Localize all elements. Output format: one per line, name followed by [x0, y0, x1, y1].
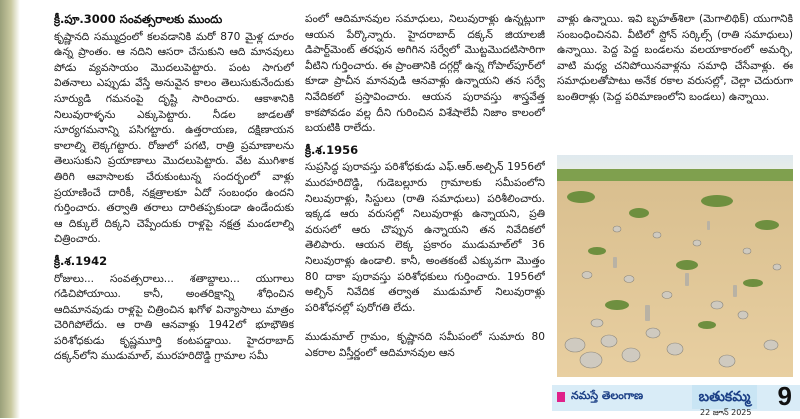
newspaper-brand: నమస్తే తెలంగాణ — [571, 389, 644, 402]
page-number: 9 — [777, 381, 792, 411]
article-paragraph: సుప్రసిద్ధ పురావస్తు పరిశోధకుడు ఎఫ్.ఆర్.అల్చిన్ 1956లో మురహరిదొడ్డి, గుడెబల్లూరు గ్రామాలకు సమీపంలోని నిలువురాళ్లు, సిస్టులు (రాతి సమాధులు) పరిశీలించారు. ఇక్కడ ఆరు వరుసల్లో నిలువురాళ్లు ఉన్నాయని, ప్రతి వరుసలో ఆరు చొప్పున ఉన్నాయని తన నివేదికలో తెలిపారు. ఆయన లెక్క ప్రకారం ముడుమాల్‌లో 36 నిలువురాళ్లు ఉండాలి. కానీ, అంతకంటే ఎక్కువగా మొత్తం 80 దాకా పురావస్తు పరిశోధకులు గుర్తించారు. 1956లో అల్చిన్ నివేదిక తర్వాత ముడుమాల్ నిలువురాళ్లు పరిశోధనల్లో పురోగతి లేదు. — [305, 161, 545, 314]
issue-date: 22 జూన్ 2025 — [700, 408, 752, 417]
section-heading: క్రీ.శ.1942 — [54, 253, 108, 268]
megalithic-site-illustration — [557, 155, 793, 377]
section-heading: క్రీ.శ.1956 — [305, 142, 359, 157]
article-column-3 — [557, 12, 793, 152]
page-footer — [540, 379, 800, 418]
previous-page-edge — [0, 0, 20, 418]
article-column-2 — [305, 12, 545, 408]
article-paragraph: ముడుమాల్ గ్రామం, కృష్ణానది సమీపంలో సుమారు 80 ఎకరాల విస్తీర్ణంలో ఆదిమానవుల ఆన — [305, 331, 545, 359]
article-paragraph: కృష్ణానది సమ్ముద్రంలో కలవడానికి మరో 870 మైళ్ల దూరం ఉన్న ప్రాంతం. ఆ నదిని ఆసరా చేసుకుని ఆది మానవులు పోడు వ్యవసాయం మొదలుపెట్టారు. పంట సాగులో వితనాలు ఎప్పుడు వేస్తే అనువైన కాలం తెలుసుకునేందుకు సూర్యుడి గమనంపై దృష్టి సారించారు. ఆకాశానికి నిలువురాళ్ళను ఎక్కుపెట్టారు. నీడల జాడలతో సూర్యగమనాన్ని పసిగట్టారు. ఉత్తరాయణ, దక్షిణాయన కాలాల్ని లెక్కగట్టారు. రోజులో పగటి, రాత్రి ప్రమాణాలను తెలుసుకుని ప్రయాణాలు మొదలుపెట్టారు. వేట ముగిశాక తిరిగి ఆవాసాలకు చేరుకుంటున్న సందర్భంలో వాళ్లు ప్రయాణించే దారికీ, నక్షత్రాలకూ ఏదో సంబంధం ఉందని గుర్తించారు. తర్వాతి తరాలు దారితప్పకుండా ఉండేందుకు ఆ దిక్కులే దిక్కని చెప్పేందుకు రాళ్లపై నక్షత్ర మండలాల్ని చిత్రించారు. — [54, 30, 294, 246]
article-paragraph: రోజులు... సంవత్సరాలు... శతాబ్దాలు... యుగాలు గడిచిపోయాయి. కానీ, అంతరిక్షాన్ని శోధించిన ఆదిమానవుడు రాళ్లపై చిత్రించిన ఖగోళ విన్యాసాలు మాత్రం చెరిగిపోలేదు. ఆ రాతి ఆనవాళ్లు 1942లో భూభౌతిక పరిశోధకుడు కృష్ణమూర్తి కంటపడ్డాయి. హైదరాబాద్ దక్కన్‌లోని ముడుమాల్, మురహరిదొడ్డి గ్రామాల సమీ — [54, 272, 294, 363]
section-name: బతుకమ్మ — [692, 385, 757, 409]
article-paragraph: పంలో ఆదిమానవుల సమాధులు, నిలువురాళ్లు ఉన్నట్లుగా ఆయన పేర్కొన్నారు. హైదరాబాద్ దక్కన్ జియాలజీ డిపార్ట్‌మెంట్ తరఫున అగిగిన సర్వేలో మొట్టమొదటిసారిగా వీటిని గుర్తించారు. ఈ ప్రాంతానికి దగ్గర్లో ఉన్న గోపాల్‌పూర్‌లో కూడా ప్రాచీన మానవుడి ఆనవాళ్లు ఉన్నాయని తన సర్వే నివేదికలో ప్రస్తావించారు. ఆయన పురావస్తు శాస్త్రవేత్త కాకపోవడం వల్ల దీని గురించిన విశేషాలేవీ నిజాం కాలంలో బయటికి రాలేదు. — [305, 13, 545, 135]
brand-mark-icon — [557, 392, 565, 402]
article-paragraph: వాళ్లు ఉన్నాయి. ఇవి బృహత్‌శిలా (మెగాలిథిక్) యుగానికి సంబంధించినవి. వీటిలో స్టోన్ సర్కిల్స్ (రాతి సమాధులు) ఉన్నాయి. పెద్ద పెద్ద బండలను వలయాకారంలో అమర్చి, వాటి మధ్య చనిపోయినవాళ్లను సమాధి చేసేవాళ్లు. ఈ సమాధులతోపాటు అనేక రకాల వరుసల్లో, చెల్లా చెదురుగా బంతిరాళ్లు (పెద్ద పరిమాణంలోని బండలు) ఉన్నాయి. — [557, 13, 793, 103]
megalithic-site-photo — [557, 155, 793, 377]
article-column-1 — [54, 12, 294, 408]
section-heading: క్రీ.పూ.3000 సంవత్సరాలకు ముందు — [54, 12, 223, 26]
